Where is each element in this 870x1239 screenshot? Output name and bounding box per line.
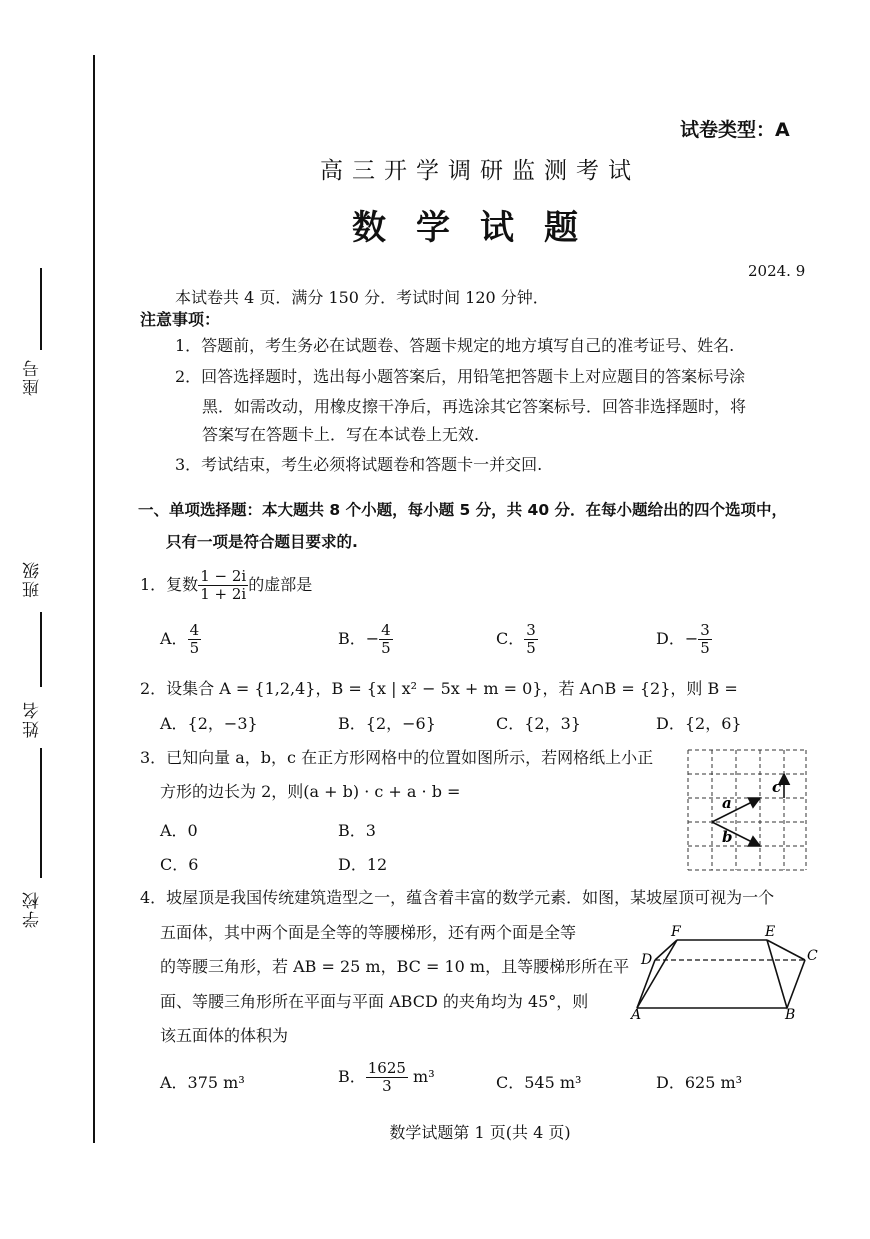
question-4: 4．坡屋顶是我国传统建筑造型之一，蕴含着丰富的数学元素．如图，某坡屋顶可视为一个 — [140, 888, 775, 907]
point-e-label: E — [765, 924, 776, 940]
q3-option-b[interactable]: B．3 — [338, 821, 376, 840]
point-c-label: C — [807, 948, 818, 964]
subject-title: 数学试题 — [352, 208, 608, 248]
q2-option-d[interactable]: D．{2，6} — [656, 714, 742, 733]
exam-name: 高三开学调研监测考试 — [320, 158, 640, 184]
question-3: 3．已知向量 a，b，c 在正方形网格中的位置如图所示，若网格纸上小正 — [140, 748, 654, 767]
notice-item-2: 2．回答选择题时，选出每小题答案后，用铅笔把答题卡上对应题目的答案标号涂 — [175, 367, 746, 386]
school-label: 学校 — [23, 890, 43, 928]
section-heading-cont: 只有一项是符合题目要求的. — [166, 533, 358, 551]
name-blank — [40, 748, 42, 878]
point-b-label: B — [785, 1007, 796, 1020]
q2-option-c[interactable]: C．{2，3} — [496, 714, 581, 733]
q1-num: 1 − 2i — [200, 567, 247, 585]
name-label: 姓名 — [23, 700, 43, 738]
q2-option-b[interactable]: B．{2，−6} — [338, 714, 436, 733]
question-2: 2．设集合 A = {1,2,4}，B = {x | x² − 5x + m = 0}，若 A∩B = {2}，则 B = — [140, 679, 738, 698]
vector-b-label: b — [722, 828, 733, 846]
q4-option-a[interactable]: A．375 m³ — [160, 1073, 245, 1092]
question-4-line5: 该五面体的体积为 — [160, 1026, 289, 1045]
class-blank — [40, 612, 42, 687]
vector-c-label: c — [772, 778, 782, 796]
q1-option-c[interactable]: C． $\frac{3}{5}$ — [496, 621, 536, 657]
point-a-label: A — [631, 1007, 642, 1020]
q1-option-b[interactable]: B．− $\frac{4}{5}$ — [338, 621, 391, 657]
q4-option-d[interactable]: D．625 m³ — [656, 1073, 743, 1092]
question-4-line4: 面、等腰三角形所在平面与平面 ABCD 的夹角均为 45°，则 — [160, 992, 589, 1011]
q3-option-c[interactable]: C．6 — [160, 855, 199, 874]
page-footer: 数学试题第 1 页(共 4 页) — [389, 1123, 571, 1142]
exam-date: 2024. 9 — [748, 262, 806, 280]
q2-option-a[interactable]: A．{2，−3} — [160, 714, 258, 733]
q1-suffix: 的虚部是 — [248, 575, 313, 594]
paper-type: 试卷类型：A — [680, 119, 790, 141]
seat-label: 座号 — [23, 358, 43, 396]
notice-heading: 注意事项： — [140, 310, 221, 329]
vector-a-label: a — [722, 794, 732, 812]
section-heading: 一、单项选择题：本大题共 8 个小题，每小题 5 分，共 40 分．在每小题给出的四个选项中， — [138, 501, 788, 519]
vector-grid-figure — [686, 748, 808, 872]
notice-item-2-cont2: 答案写在答题卡上．写在本试卷上无效. — [202, 425, 480, 444]
question-3-cont: 方形的边长为 2，则(a + b) · c + a · b = — [160, 782, 461, 801]
roof-figure — [625, 920, 820, 1020]
point-f-label: F — [671, 924, 681, 940]
question-4-line3: 的等腰三角形，若 AB = 25 m，BC = 10 m，且等腰梯形所在平 — [160, 957, 630, 976]
q3-option-d[interactable]: D．12 — [338, 855, 388, 874]
q4-option-c[interactable]: C．545 m³ — [496, 1073, 582, 1092]
question-4-line2: 五面体，其中两个面是全等的等腰梯形，还有两个面是全等 — [160, 923, 577, 942]
question-1 — [140, 568, 312, 603]
q1-option-d[interactable]: D．− $\frac{3}{5}$ — [656, 621, 710, 657]
notice-item-2-cont: 黑．如需改动，用橡皮擦干净后，再选涂其它答案标号．回答非选择题时，将 — [202, 397, 747, 416]
class-label: 班级 — [23, 560, 43, 598]
q3-option-a[interactable]: A．0 — [160, 821, 198, 840]
q4-option-b[interactable]: B． $\frac{1625}{3}$ m³ — [338, 1059, 435, 1095]
q1-den: 1 + 2i — [200, 585, 247, 603]
q1-fraction — [198, 568, 248, 603]
notice-item-1: 1．答题前，考生务必在试题卷、答题卡规定的地方填写自己的准考证号、姓名. — [175, 336, 735, 355]
seat-blank — [40, 268, 42, 350]
q1-prefix: 1．复数 — [140, 575, 199, 594]
point-d-label: D — [641, 952, 653, 968]
notice-item-3: 3．考试结束，考生必须将试题卷和答题卡一并交回. — [175, 455, 543, 474]
q1-option-a[interactable]: A． $\frac{4}{5}$ — [160, 621, 200, 657]
intro: 本试卷共 4 页．满分 150 分．考试时间 120 分钟． — [175, 288, 549, 307]
